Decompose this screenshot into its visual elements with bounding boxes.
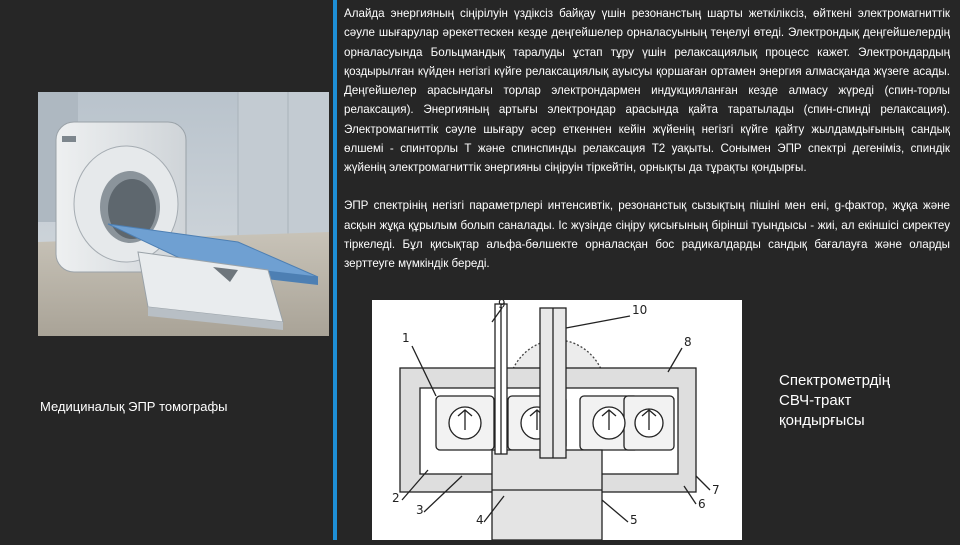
tomograph-illustration — [38, 92, 329, 336]
diagram-caption-line-3: қондырғысы — [779, 412, 865, 429]
diagram-caption — [779, 371, 949, 431]
spectrometer-schematic — [372, 300, 742, 540]
diagram-label-2: 2 — [392, 491, 400, 505]
diagram-caption-line-1: Спектрометрдің — [779, 372, 890, 389]
tomograph-photo — [38, 92, 329, 336]
diagram-label-5: 5 — [630, 513, 638, 527]
diagram-label-9: 9 — [498, 300, 506, 311]
diagram-label-4: 4 — [476, 513, 484, 527]
main-text — [344, 4, 950, 273]
photo-caption: Медициналық ЭПР томографы — [40, 399, 228, 414]
diagram-label-8: 8 — [684, 335, 692, 349]
diagram-label-1: 1 — [402, 331, 410, 345]
diagram-label-7: 7 — [712, 483, 720, 497]
diagram-label-3: 3 — [416, 503, 424, 517]
diagram-label-6: 6 — [698, 497, 706, 511]
diagram-caption-line-2: СВЧ-тракт — [779, 392, 852, 409]
diagram-label-10: 10 — [632, 303, 648, 317]
diagram-lower-cylinder — [492, 450, 602, 540]
paragraph-2: ЭПР спектрінің негізгі параметрлері интенсивтік, резонанстық сызықтың пішіні мен ені, g-фактор, жұқа және асқын жұқа құрылым болып саналады. Іс жүзінде сіңіру қисығының бірінші туындысы - жиі, ал екіншісі сиректеу тіркеледі. Бұл қисықтар альфа-бөлшекте орналасқан бос радикалдарды сандық бағалауға және оларды зерттеуге мүмкіндік береді. — [344, 199, 950, 270]
vertical-divider — [333, 0, 337, 540]
spectrometer-diagram — [372, 300, 742, 540]
paragraph-1: Алайда энергияның сіңірілуін үздіксіз байқау үшін резонанстың шарты жеткіліксіз, өйткені электромагниттік сәуле шығарулар әрекеттескен кезде деңгейшелер орналасуының теңелуі өтеді. Электрондық деңгейшелердің орналасуында Больцмандық таралуды ұстап тұру үшін релаксациялық процесс кажет. Электрондардың қоздырылған күйден негізгі күйге релаксациялық ауысуы қоршаған ортамен энергия алмасқанда жүзеге асады. Деңгейшелер арасындағы торлар электрондармен индукцияланған кезде алмасу жүреді (спин-торлы релаксация). Энергияның артығы электрондар арасында қайта таратылады (спин-спинді релаксация). Электромагниттік сәуле шығару әсер еткеннен кейін жүйенің негізгі күйге қайту жылдамдығының сандық өлшемі - спинторлы Т және спинспинды релаксация Т2 уақыты. Сонымен ЭПР спектрі дегеніміз, спиндік жүйенің электромагниттік энергияны сіңіруін тіркейтін, орнықты да тұрақты қондырғы. — [344, 7, 950, 174]
